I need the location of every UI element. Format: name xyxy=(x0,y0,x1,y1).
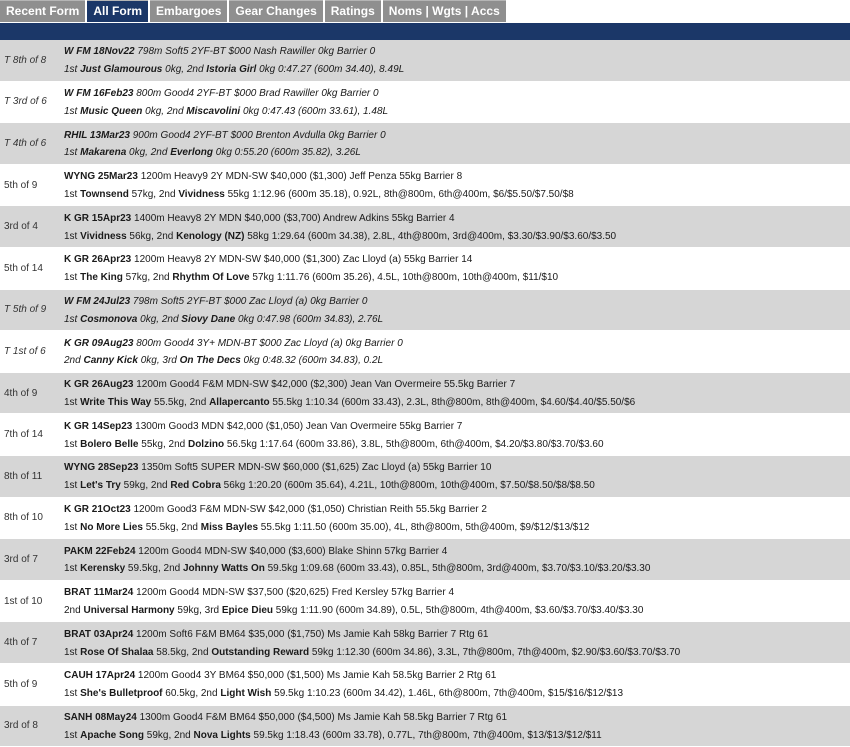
form-row[interactable] xyxy=(0,373,850,415)
form-row[interactable] xyxy=(0,82,850,124)
race-info: 800m Good4 3Y+ MDN-BT $000 Zac Lloyd (a) 0kg Barrier 0 xyxy=(133,338,402,349)
second-horse[interactable]: Siovy Dane xyxy=(181,314,235,325)
form-row[interactable] xyxy=(0,414,850,456)
race-summary xyxy=(64,546,850,557)
form-row[interactable] xyxy=(0,539,850,581)
race-info: 798m Soft5 2YF-BT $000 Zac Lloyd (a) 0kg Barrier 0 xyxy=(130,296,367,307)
race-result xyxy=(64,272,850,283)
result-text: 1st xyxy=(64,272,80,283)
result-text: 59kg, 2nd xyxy=(144,730,193,741)
race-details xyxy=(62,664,850,705)
result-text: 0kg, 2nd xyxy=(142,106,186,117)
race-meeting[interactable]: K GR 14Sep23 xyxy=(64,421,132,432)
race-details xyxy=(62,581,850,622)
race-summary xyxy=(64,130,850,141)
result-text: 57kg, 2nd xyxy=(129,189,178,200)
race-result xyxy=(64,106,850,117)
race-result xyxy=(64,231,850,242)
race-info: 800m Good4 2YF-BT $000 Brad Rawiller 0kg Barrier 0 xyxy=(133,88,378,99)
second-horse[interactable]: Kenology (NZ) xyxy=(176,231,244,242)
result-text: 1st xyxy=(64,231,80,242)
result-text: 0kg, 2nd xyxy=(126,147,170,158)
winner-horse[interactable]: Rose Of Shalaa xyxy=(80,647,153,658)
result-text: 1st xyxy=(64,64,80,75)
second-horse[interactable]: Allapercanto xyxy=(209,397,270,408)
finish-position: 1st of 10 xyxy=(0,581,62,622)
result-text: 1st xyxy=(64,106,80,117)
race-summary xyxy=(64,587,850,598)
result-stats: 56.5kg 1:17.64 (600m 33.86), 3.8L, 5th@800m, 6th@400m, $4.20/$3.80/$3.70/$3.60 xyxy=(224,439,603,450)
race-details xyxy=(62,622,850,663)
race-info: 1200m Good4 3Y BM64 $50,000 ($1,500) Ms Jamie Kah 58.5kg Barrier 2 Rtg 61 xyxy=(135,670,496,681)
second-horse[interactable]: Miscavolini xyxy=(186,106,240,117)
result-stats: 55.5kg 1:10.34 (600m 33.43), 2.3L, 8th@800m, 8th@400m, $4.60/$4.40/$5.50/$6 xyxy=(270,397,636,408)
race-details xyxy=(62,206,850,247)
race-meeting[interactable]: BRAT 11Mar24 xyxy=(64,587,133,598)
race-info: 798m Soft5 2YF-BT $000 Nash Rawiller 0kg Barrier 0 xyxy=(135,46,376,57)
winner-horse[interactable]: Bolero Belle xyxy=(80,439,138,450)
race-info: 1200m Soft6 F&M BM64 $35,000 ($1,750) Ms Jamie Kah 58kg Barrier 7 Rtg 61 xyxy=(133,629,488,640)
winner-horse[interactable]: Music Queen xyxy=(80,106,142,117)
finish-position: T 4th of 6 xyxy=(0,123,62,164)
finish-position: T 1st of 6 xyxy=(0,331,62,372)
race-details xyxy=(62,414,850,455)
winner-horse[interactable]: Kerensky xyxy=(80,563,125,574)
winner-horse[interactable]: Universal Harmony xyxy=(83,605,174,616)
race-summary xyxy=(64,379,850,390)
race-result xyxy=(64,189,850,200)
race-meeting[interactable]: K GR 09Aug23 xyxy=(64,338,133,349)
second-horse[interactable]: Vividness xyxy=(178,189,225,200)
race-details xyxy=(62,373,850,414)
result-text: 55.5kg, 2nd xyxy=(143,522,201,533)
race-result xyxy=(64,355,850,366)
race-meeting[interactable]: CAUH 17Apr24 xyxy=(64,670,135,681)
race-meeting[interactable]: RHIL 13Mar23 xyxy=(64,130,130,141)
result-text: 0kg, 2nd xyxy=(162,64,206,75)
race-meeting[interactable]: W FM 16Feb23 xyxy=(64,88,133,99)
finish-position: 5th of 14 xyxy=(0,248,62,289)
second-horse[interactable]: Johnny Watts On xyxy=(183,563,265,574)
race-info: 1200m Good3 F&M MDN-SW $42,000 ($1,050) Christian Reith 55.5kg Barrier 2 xyxy=(131,504,487,515)
result-stats: 59kg 1:12.30 (600m 34.86), 3.3L, 7th@800m, 7th@400m, $2.90/$3.60/$3.70/$3.70 xyxy=(309,647,680,658)
result-text: 55kg, 2nd xyxy=(138,439,187,450)
result-text: 60.5kg, 2nd xyxy=(163,688,221,699)
race-meeting[interactable]: WYNG 25Mar23 xyxy=(64,171,138,182)
race-summary xyxy=(64,670,850,681)
race-result xyxy=(64,397,850,408)
result-text: 0kg, 3rd xyxy=(138,355,180,366)
second-horse[interactable]: On The Decs xyxy=(180,355,241,366)
race-info: 1200m Heavy9 2Y MDN-SW $40,000 ($1,300) Jeff Penza 55kg Barrier 8 xyxy=(138,171,462,182)
race-result xyxy=(64,480,850,491)
result-stats: 59kg 1:11.90 (600m 34.89), 0.5L, 5th@800m, 4th@400m, $3.60/$3.70/$3.40/$3.30 xyxy=(273,605,643,616)
winner-horse[interactable]: Apache Song xyxy=(80,730,144,741)
race-info: 1400m Heavy8 2Y MDN $40,000 ($3,700) Andrew Adkins 55kg Barrier 4 xyxy=(131,213,454,224)
race-result xyxy=(64,563,850,574)
race-details xyxy=(62,123,850,164)
form-row[interactable] xyxy=(0,622,850,664)
winner-horse[interactable]: Townsend xyxy=(80,189,129,200)
race-result xyxy=(64,730,850,741)
race-summary xyxy=(64,213,850,224)
form-row[interactable] xyxy=(0,206,850,248)
second-horse[interactable]: Dolzino xyxy=(188,439,224,450)
race-summary xyxy=(64,88,850,99)
result-text: 1st xyxy=(64,563,80,574)
race-meeting[interactable]: BRAT 03Apr24 xyxy=(64,629,133,640)
finish-position: 3rd of 4 xyxy=(0,206,62,247)
result-text: 1st xyxy=(64,688,80,699)
result-stats: 59.5kg 1:18.43 (600m 33.78), 0.77L, 7th@800m, 7th@400m, $13/$13/$12/$11 xyxy=(251,730,602,741)
winner-horse[interactable]: Vividness xyxy=(80,231,127,242)
race-details xyxy=(62,539,850,580)
race-info: 1200m Good4 MDN-SW $37,500 ($20,625) Fred Kersley 57kg Barrier 4 xyxy=(133,587,454,598)
race-result xyxy=(64,522,850,533)
winner-horse[interactable]: Just Glamourous xyxy=(80,64,162,75)
result-stats: 59.5kg 1:10.23 (600m 34.42), 1.46L, 6th@800m, 7th@400m, $15/$16/$12/$13 xyxy=(271,688,623,699)
result-text: 1st xyxy=(64,730,80,741)
race-meeting[interactable]: K GR 26Apr23 xyxy=(64,254,131,265)
result-text: 1st xyxy=(64,480,80,491)
result-text: 2nd xyxy=(64,605,83,616)
finish-position: 5th of 9 xyxy=(0,165,62,206)
race-summary xyxy=(64,712,850,723)
second-horse[interactable]: Epice Dieu xyxy=(222,605,273,616)
second-horse[interactable]: Miss Bayles xyxy=(201,522,258,533)
race-details xyxy=(62,40,850,81)
result-text: 1st xyxy=(64,147,80,158)
race-meeting[interactable]: WYNG 28Sep23 xyxy=(64,462,138,473)
result-text: 1st xyxy=(64,189,80,200)
result-text: 59kg, 2nd xyxy=(121,480,170,491)
finish-position: 8th of 11 xyxy=(0,456,62,497)
finish-position: T 3rd of 6 xyxy=(0,82,62,123)
race-meeting[interactable]: K GR 15Apr23 xyxy=(64,213,131,224)
race-result xyxy=(64,439,850,450)
race-summary xyxy=(64,46,850,57)
race-details xyxy=(62,498,850,539)
result-stats: 0kg 0:47.98 (600m 34.83), 2.76L xyxy=(235,314,383,325)
race-details xyxy=(62,456,850,497)
race-details xyxy=(62,290,850,331)
race-summary xyxy=(64,421,850,432)
second-horse[interactable]: Nova Lights xyxy=(194,730,251,741)
winner-horse[interactable]: Makarena xyxy=(80,147,126,158)
form-row[interactable] xyxy=(0,290,850,332)
result-text: 1st xyxy=(64,439,80,450)
result-stats: 0kg 0:47.43 (600m 33.61), 1.48L xyxy=(240,106,388,117)
result-stats: 55kg 1:12.96 (600m 35.18), 0.92L, 8th@800m, 6th@400m, $6/$5.50/$7.50/$8 xyxy=(225,189,574,200)
result-stats: 56kg 1:20.20 (600m 35.64), 4.21L, 10th@800m, 10th@400m, $7.50/$8.50/$8/$8.50 xyxy=(221,480,595,491)
race-info: 1200m Heavy8 2Y MDN-SW $40,000 ($1,300) Zac Lloyd (a) 55kg Barrier 14 xyxy=(131,254,472,265)
tab-noms-wgts-accs[interactable]: Noms | Wgts | Accs xyxy=(383,0,506,22)
finish-position: 7th of 14 xyxy=(0,414,62,455)
race-meeting[interactable]: SANH 08May24 xyxy=(64,712,137,723)
race-info: 1300m Good4 F&M BM64 $50,000 ($4,500) Ms Jamie Kah 58.5kg Barrier 7 Rtg 61 xyxy=(137,712,507,723)
finish-position: T 5th of 9 xyxy=(0,290,62,331)
race-info: 1200m Good4 F&M MDN-SW $42,000 ($2,300) Jean Van Overmeire 55.5kg Barrier 7 xyxy=(133,379,515,390)
form-tabs xyxy=(0,0,850,22)
race-result xyxy=(64,647,850,658)
winner-horse[interactable]: The King xyxy=(80,272,123,283)
result-text: 1st xyxy=(64,522,80,533)
result-text: 0kg, 2nd xyxy=(137,314,181,325)
result-text: 1st xyxy=(64,397,80,408)
race-summary xyxy=(64,504,850,515)
result-stats: 57kg 1:11.76 (600m 35.26), 4.5L, 10th@800m, 10th@400m, $11/$10 xyxy=(250,272,558,283)
second-horse[interactable]: Istoria Girl xyxy=(206,64,256,75)
tab-all-form[interactable]: All Form xyxy=(87,0,148,22)
result-stats: 58kg 1:29.64 (600m 34.38), 2.8L, 4th@800m, 3rd@400m, $3.30/$3.90/$3.60/$3.50 xyxy=(244,231,616,242)
form-row[interactable] xyxy=(0,581,850,623)
race-details xyxy=(62,165,850,206)
finish-position: 3rd of 8 xyxy=(0,706,62,747)
second-horse[interactable]: Everlong xyxy=(170,147,213,158)
result-text: 56kg, 2nd xyxy=(127,231,176,242)
form-row[interactable] xyxy=(0,248,850,290)
result-stats: 0kg 0:48.32 (600m 34.83), 0.2L xyxy=(241,355,383,366)
race-details xyxy=(62,82,850,123)
result-text: 1st xyxy=(64,647,80,658)
header-bar xyxy=(0,23,850,40)
second-horse[interactable]: Rhythm Of Love xyxy=(172,272,249,283)
form-row[interactable] xyxy=(0,123,850,165)
result-text: 2nd xyxy=(64,355,83,366)
race-result xyxy=(64,64,850,75)
result-stats: 55.5kg 1:11.50 (600m 35.00), 4L, 8th@800m, 5th@400m, $9/$12/$13/$12 xyxy=(258,522,589,533)
race-result xyxy=(64,688,850,699)
winner-horse[interactable]: Let's Try xyxy=(80,480,121,491)
race-result xyxy=(64,147,850,158)
race-meeting[interactable]: K GR 26Aug23 xyxy=(64,379,133,390)
result-stats: 0kg 0:55.20 (600m 35.82), 3.26L xyxy=(213,147,361,158)
race-summary xyxy=(64,462,850,473)
finish-position: T 8th of 8 xyxy=(0,40,62,81)
race-summary xyxy=(64,338,850,349)
result-text: 59.5kg, 2nd xyxy=(125,563,183,574)
result-text: 57kg, 2nd xyxy=(123,272,172,283)
race-result xyxy=(64,605,850,616)
form-row[interactable] xyxy=(0,498,850,540)
second-horse[interactable]: Outstanding Reward xyxy=(211,647,309,658)
second-horse[interactable]: Light Wish xyxy=(220,688,271,699)
form-table xyxy=(0,40,850,747)
race-details xyxy=(62,248,850,289)
tab-recent-form[interactable]: Recent Form xyxy=(0,0,85,22)
race-meeting[interactable]: PAKM 22Feb24 xyxy=(64,546,136,557)
result-text: 59kg, 3rd xyxy=(175,605,222,616)
race-details xyxy=(62,706,850,747)
winner-horse[interactable]: Canny Kick xyxy=(83,355,137,366)
race-summary xyxy=(64,171,850,182)
finish-position: 4th of 9 xyxy=(0,373,62,414)
race-result xyxy=(64,314,850,325)
result-text: 55.5kg, 2nd xyxy=(151,397,209,408)
result-text: 58.5kg, 2nd xyxy=(153,647,211,658)
second-horse[interactable]: Red Cobra xyxy=(170,480,221,491)
race-info: 900m Good4 2YF-BT $000 Brenton Avdulla 0kg Barrier 0 xyxy=(130,130,386,141)
race-details xyxy=(62,331,850,372)
race-meeting[interactable]: K GR 21Oct23 xyxy=(64,504,131,515)
race-info: 1300m Good3 MDN $42,000 ($1,050) Jean Van Overmeire 55kg Barrier 7 xyxy=(132,421,462,432)
winner-horse[interactable]: She's Bulletproof xyxy=(80,688,162,699)
tab-gear-changes[interactable]: Gear Changes xyxy=(229,0,322,22)
winner-horse[interactable]: Cosmonova xyxy=(80,314,137,325)
race-meeting[interactable]: W FM 24Jul23 xyxy=(64,296,130,307)
finish-position: 8th of 10 xyxy=(0,498,62,539)
form-row[interactable] xyxy=(0,664,850,706)
finish-position: 5th of 9 xyxy=(0,664,62,705)
form-row[interactable] xyxy=(0,331,850,373)
tab-ratings[interactable]: Ratings xyxy=(325,0,381,22)
form-row[interactable] xyxy=(0,40,850,82)
race-summary xyxy=(64,296,850,307)
winner-horse[interactable]: Write This Way xyxy=(80,397,151,408)
result-stats: 0kg 0:47.27 (600m 34.40), 8.49L xyxy=(256,64,404,75)
tab-embargoes[interactable]: Embargoes xyxy=(150,0,227,22)
result-stats: 59.5kg 1:09.68 (600m 33.43), 0.85L, 5th@800m, 3rd@400m, $3.70/$3.10/$3.20/$3.30 xyxy=(265,563,651,574)
race-summary xyxy=(64,254,850,265)
finish-position: 3rd of 7 xyxy=(0,539,62,580)
form-row[interactable] xyxy=(0,165,850,207)
finish-position: 4th of 7 xyxy=(0,622,62,663)
race-info: 1350m Soft5 SUPER MDN-SW $60,000 ($1,625) Zac Lloyd (a) 55kg Barrier 10 xyxy=(138,462,491,473)
winner-horse[interactable]: No More Lies xyxy=(80,522,143,533)
race-meeting[interactable]: W FM 18Nov22 xyxy=(64,46,135,57)
race-info: 1200m Good4 MDN-SW $40,000 ($3,600) Blake Shinn 57kg Barrier 4 xyxy=(136,546,448,557)
race-summary xyxy=(64,629,850,640)
result-text: 1st xyxy=(64,314,80,325)
form-row[interactable] xyxy=(0,456,850,498)
